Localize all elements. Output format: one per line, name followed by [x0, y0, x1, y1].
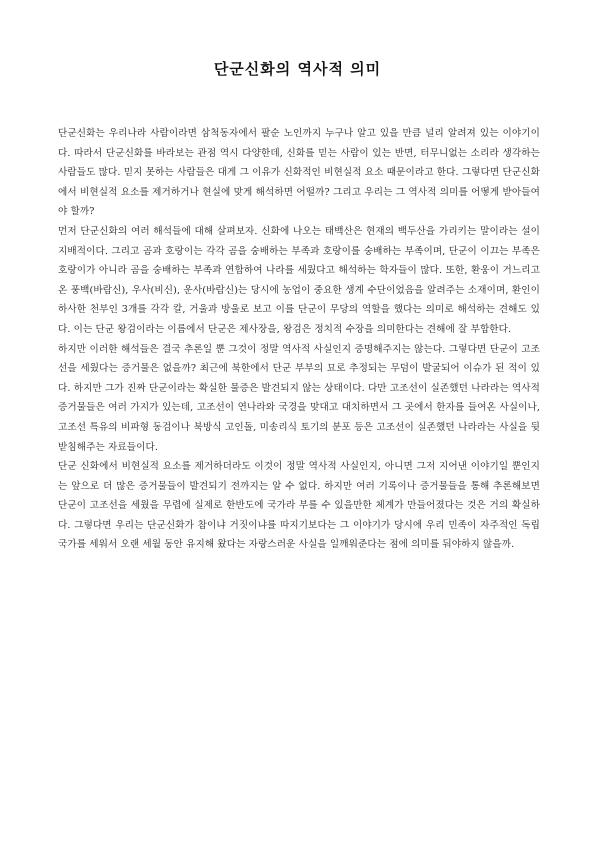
paragraph-1: 단군신화는 우리나라 사람이라면 삼척동자에서 팔순 노인까지 누구나 알고 있을 만큼 널리 알려져 있는 이야기이다. 따라서 단군신화를 바라보는 관점 역시 다양한데, 신화를 믿는 사람이 있는 반면, 터무니없는 소리라 생각하는 사람들도 많다. 믿지 못하는 사람들은 대게 그 이유가 신화적인 비현실적 요소 때문이라고 한다. 그렇다면 단군신화에서 비현실적 요소를 제거하거나 현실에 맞게 해석하면 어떨까? 그리고 우리는 그 역사적 의미를 어떻게 받아들여야 할까? [58, 128, 540, 218]
paragraph-2: 먼저 단군신화의 여러 해석들에 대해 살펴보자. 신화에 나오는 태백산은 현재의 백두산을 가리키는 말이라는 설이 지배적이다. 그리고 곰과 호랑이는 각각 곰을 숭배하는 부족과 호랑이를 숭배하는 부족이며, 단군이 이끄는 부족은 호랑이가 아니라 곰을 숭배하는 부족과 연합하여 나라를 세웠다고 해석하는 학자들이 많다. 또한, 환웅이 거느리고 온 풍백(바람신), 우사(비신), 운사(바람신)는 당시에 농업이 중요한 생계 수단이었음을 알려주는 소재이며, 환인이 하사한 천부인 3개를 각각 칼, 거울과 방울로 보고 이를 단군이 무당의 역할을 했다는 의미로 해석하는 견해도 있다. 이는 단군 왕검이라는 이름에서 단군은 제사장을, 왕검은 정치적 수장을 의미한다는 견해에 잘 부합한다. [58, 225, 540, 335]
paragraph-3: 하지만 이러한 해석들은 결국 추론일 뿐 그것이 정말 역사적 사실인지 증명해주지는 않는다. 그렇다면 단군이 고조선을 세웠다는 증거물은 없을까? 최근에 북한에서 단군 부부의 묘로 추정되는 무덤이 발굴되어 이슈가 된 적이 있다. 하지만 그가 진짜 단군이라는 확실한 물증은 발견되지 않는 상태이다. 다만 고조선이 실존했던 나라라는 역사적 증거물들은 여러 가지가 있는데, 고조선이 연나라와 국경을 맞대고 대치하면서 그 곳에서 한자를 들여온 사실이나, 고조선 특유의 비파형 동검이나 북방식 고인돌, 미송리식 토기의 분포 등은 고조선이 실존했던 나라라는 사실을 뒷받침해주는 자료들이다. [58, 343, 540, 453]
document-body [58, 124, 540, 555]
paragraph-4: 단군 신화에서 비현실적 요소를 제거하더라도 이것이 정말 역사적 사실인지, 아니면 그저 지어낸 이야기일 뿐인지는 앞으로 더 많은 증거물들이 발견되기 전까지는 알 수 없다. 하지만 여러 기록이나 증거물들을 통해 추론해보면 단군이 고조선을 세웠을 무렵에 실제로 한반도에 국가라 부를 수 있을만한 체계가 만들어졌다는 것은 거의 확실하다. 그렇다면 우리는 단군신화가 참이냐 거짓이냐를 따지기보다는 그 이야기가 당시에 우리 민족이 자주적인 독립 국가를 세워서 오랜 세월 동안 유지해 왔다는 자랑스러운 사실을 일깨워준다는 점에 의미를 둬야하지 않을까. [58, 461, 540, 551]
document-title: 단군신화의 역사적 의미 [213, 60, 382, 78]
